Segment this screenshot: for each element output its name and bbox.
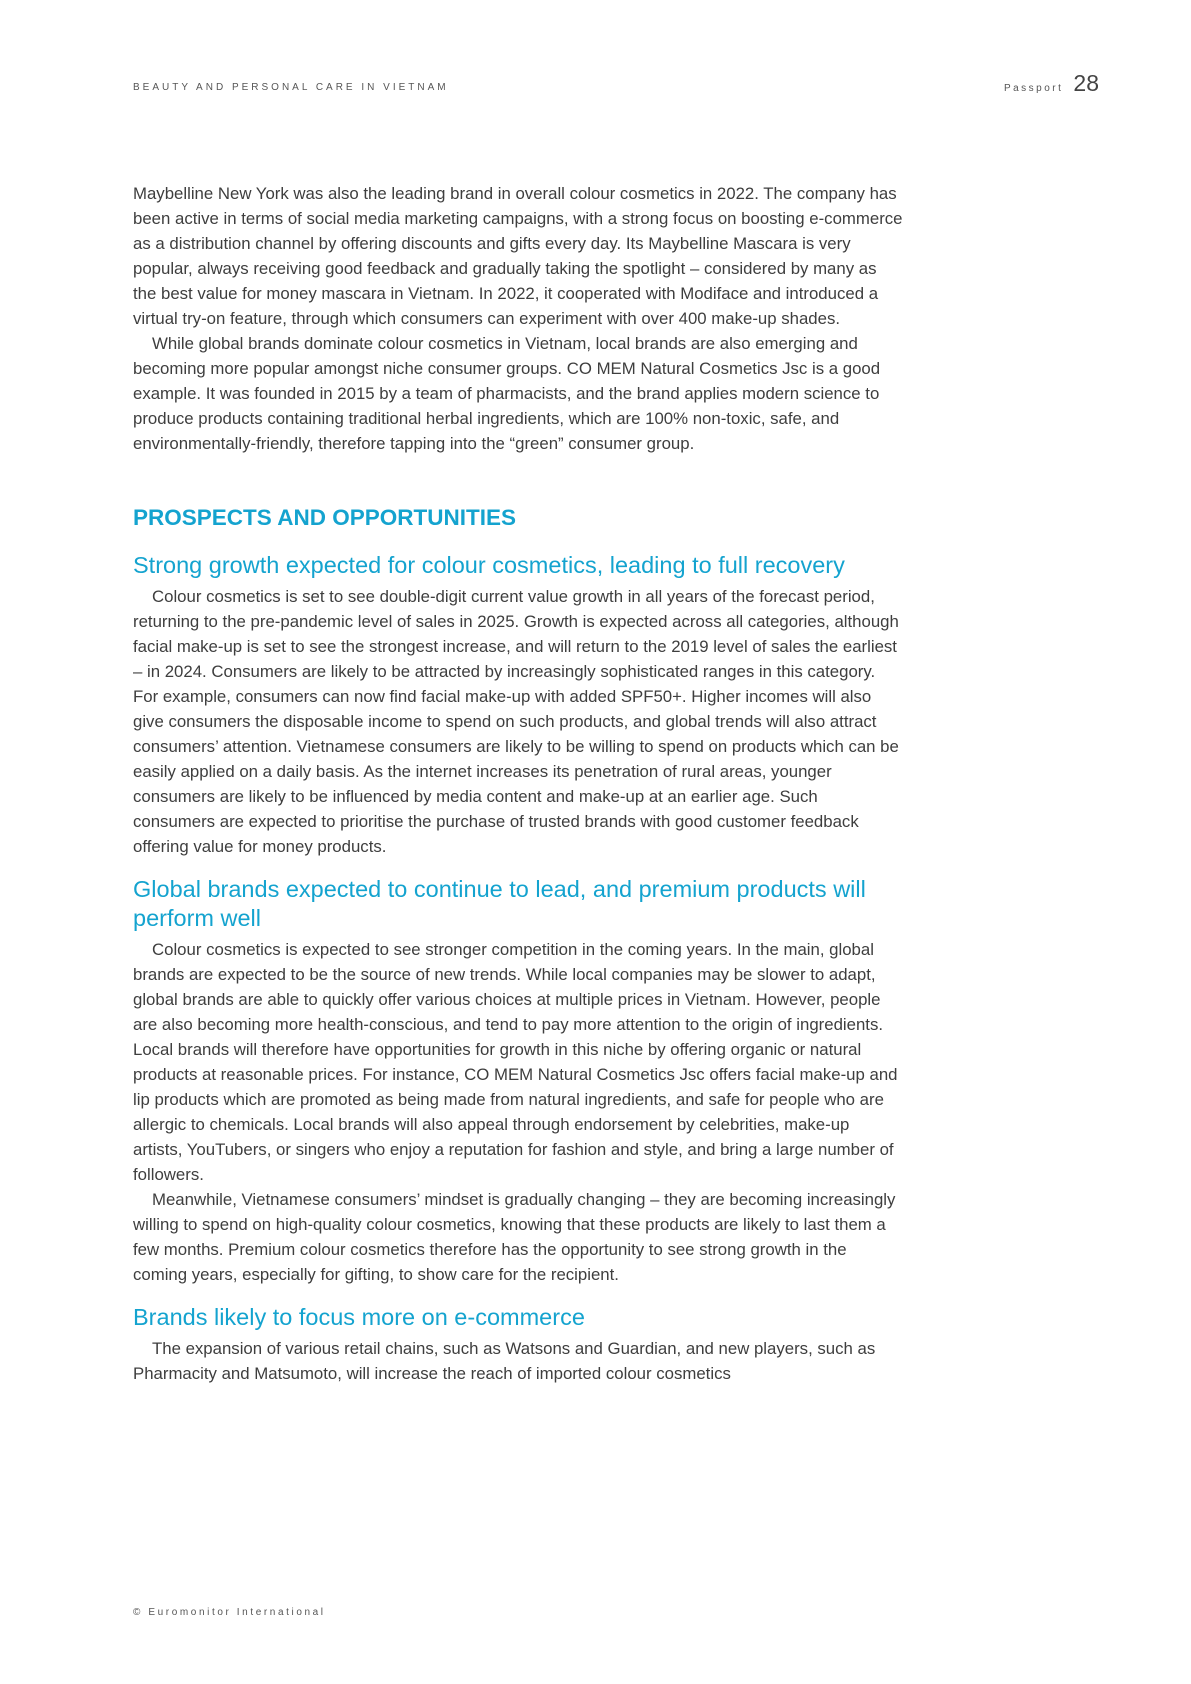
passport-label: Passport — [1003, 83, 1064, 94]
page-header-right — [1004, 70, 1099, 97]
copyright-footer: © Euromonitor International — [133, 1607, 326, 1618]
report-title: BEAUTY AND PERSONAL CARE IN VIETNAM — [133, 82, 449, 93]
page-number: 28 — [1073, 70, 1099, 96]
page-body — [133, 181, 903, 1386]
body-paragraph: The expansion of various retail chains, such as Watsons and Guardian, and new players, such as Pharmacity and Matsumoto, will increase the reach of imported colour cosmetics — [133, 1339, 876, 1383]
subsection-heading: Global brands expected to continue to lead, and premium products will perform well — [133, 876, 866, 931]
section-title: PROSPECTS AND OPPORTUNITIES — [133, 505, 516, 530]
subsection-heading: Strong growth expected for colour cosmetics, leading to full recovery — [133, 552, 845, 578]
body-paragraph: Meanwhile, Vietnamese consumers’ mindset is gradually changing – they are becoming increasingly willing to spend on high-quality colour cosmetics, knowing that these products are likely to last them a few months. Premium colour cosmetics therefore has the opportunity to see strong growth in the coming years, especially for gifting, to show care for the recipient. — [133, 1190, 896, 1284]
body-paragraph: Colour cosmetics is expected to see stronger competition in the coming years. In the main, global brands are expected to be the source of new trends. While local companies may be slower to adapt, global brands are able to quickly offer various choices at multiple prices in Vietnam. However, people are also becoming more health-conscious, and tend to pay more attention to the origin of ingredients. Local brands will therefore have opportunities for growth in this niche by offering organic or natural products at reasonable prices. For instance, CO MEM Natural Cosmetics Jsc offers facial make-up and lip products which are promoted as being made from natural ingredients, and safe for people who are allergic to chemicals. Local brands will also appeal through endorsement by celebrities, make-up artists, YouTubers, or singers who enjoy a reputation for fashion and style, and bring a large number of followers. — [133, 940, 898, 1184]
intro-paragraph: While global brands dominate colour cosmetics in Vietnam, local brands are also emerging and becoming more popular amongst niche consumer groups. CO MEM Natural Cosmetics Jsc is a good example. It was founded in 2015 by a team of pharmacists, and the brand applies modern science to produce products containing traditional herbal ingredients, which are 100% non-toxic, safe, and environmentally-friendly, therefore tapping into the “green” consumer group. — [133, 334, 881, 453]
body-paragraph: Colour cosmetics is set to see double-digit current value growth in all years of the forecast period, returning to the pre-pandemic level of sales in 2025. Growth is expected across all categories, although facial make-up is set to see the strongest increase, and will return to the 2019 level of sales the earliest – in 2024. Consumers are likely to be attracted by increasingly sophisticated ranges in this category. For example, consumers can now find facial make-up with added SPF50+. Higher incomes will also give consumers the disposable income to spend on such products, and global trends will also attract consumers’ attention. Vietnamese consumers are likely to be willing to spend on products which can be easily applied on a daily basis. As the internet increases its penetration of rural areas, younger consumers are likely to be influenced by media content and make-up at an earlier age. Such consumers are expected to prioritise the purchase of trusted brands with good customer feedback offering value for money products. — [133, 587, 899, 856]
subsection-heading: Brands likely to focus more on e-commerce — [133, 1304, 585, 1330]
intro-paragraph: Maybelline New York was also the leading brand in overall colour cosmetics in 2022. The company has been active in terms of social media marketing campaigns, with a strong focus on boosting e-commerce as a distribution channel by offering discounts and gifts every day. Its Maybelline Mascara is very popular, always receiving good feedback and gradually taking the spotlight – considered by many as the best value for money mascara in Vietnam. In 2022, it cooperated with Modiface and introduced a virtual try-on feature, through which consumers can experiment with over 400 make-up shades. — [133, 184, 903, 328]
